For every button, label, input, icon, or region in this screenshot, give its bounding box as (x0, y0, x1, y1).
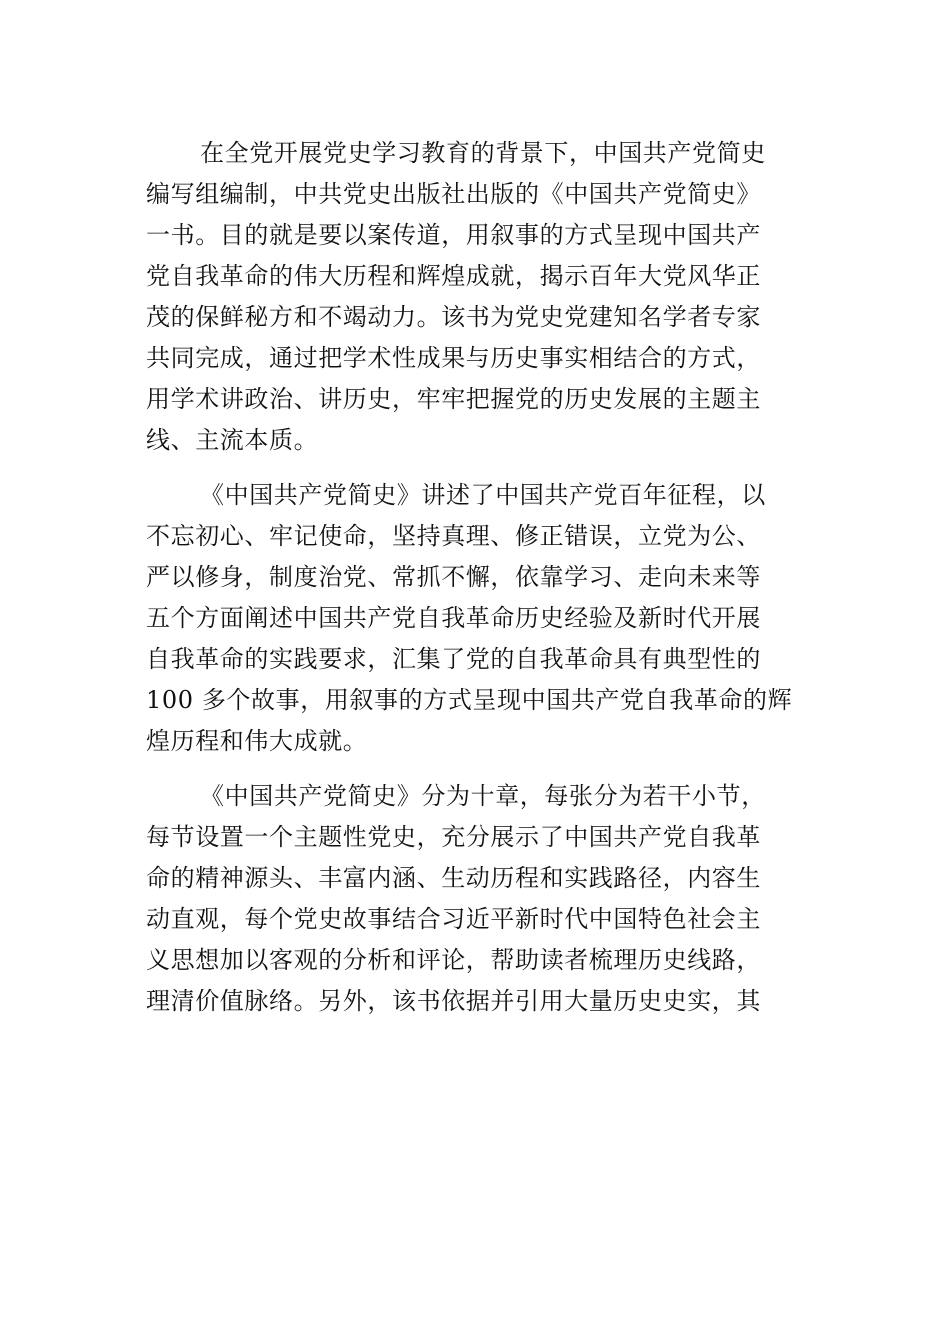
text-line: 自我革命的实践要求，汇集了党的自我革命具有典型性的 (146, 645, 761, 673)
text-line: 每节设置一个主题性党史，充分展示了中国共产党自我革 (146, 823, 761, 851)
text-line: 在全党开展党史学习教育的背景下，中国共产党简史 (200, 139, 766, 167)
paragraph-1 (146, 133, 806, 461)
text-line: 线、主流本质。 (146, 426, 319, 454)
text-line: 编写组编制，中共党史出版社出版的《中国共产党简史》 (146, 180, 761, 208)
body-text (146, 133, 806, 1022)
text-line: 《中国共产党简史》讲述了中国共产党百年征程，以 (200, 481, 766, 509)
text-line: 不忘初心、牢记使命，坚持真理、修正错误，立党为公、 (146, 522, 761, 550)
text-line: 100 多个故事，用叙事的方式呈现中国共产党自我革命的辉 (146, 686, 793, 714)
text-line: 共同完成，通过把学术性成果与历史事实相结合的方式， (146, 344, 761, 372)
text-line: 动直观，每个党史故事结合习近平新时代中国特色社会主 (146, 905, 761, 933)
paragraph-2 (146, 475, 806, 762)
text-line: 命的精神源头、丰富内涵、生动历程和实践路径，内容生 (146, 864, 761, 892)
text-line: 党自我革命的伟大历程和辉煌成就，揭示百年大党风华正 (146, 262, 761, 290)
text-line: 严以修身，制度治党、常抓不懈，依靠学习、走向未来等 (146, 563, 761, 591)
text-line: 理清价值脉络。另外，该书依据并引用大量历史史实，其 (146, 987, 761, 1015)
text-line: 五个方面阐述中国共产党自我革命历史经验及新时代开展 (146, 604, 761, 632)
text-line: 茂的保鲜秘方和不竭动力。该书为党史党建知名学者专家 (146, 303, 761, 331)
text-line: 《中国共产党简史》分为十章，每张分为若干小节， (200, 782, 766, 810)
paragraph-3 (146, 776, 806, 1022)
text-line: 用学术讲政治、讲历史，牢牢把握党的历史发展的主题主 (146, 385, 761, 413)
text-line: 义思想加以客观的分析和评论，帮助读者梳理历史线路， (146, 946, 761, 974)
text-line: 煌历程和伟大成就。 (146, 727, 368, 755)
text-line: 一书。目的就是要以案传道，用叙事的方式呈现中国共产 (146, 221, 761, 249)
